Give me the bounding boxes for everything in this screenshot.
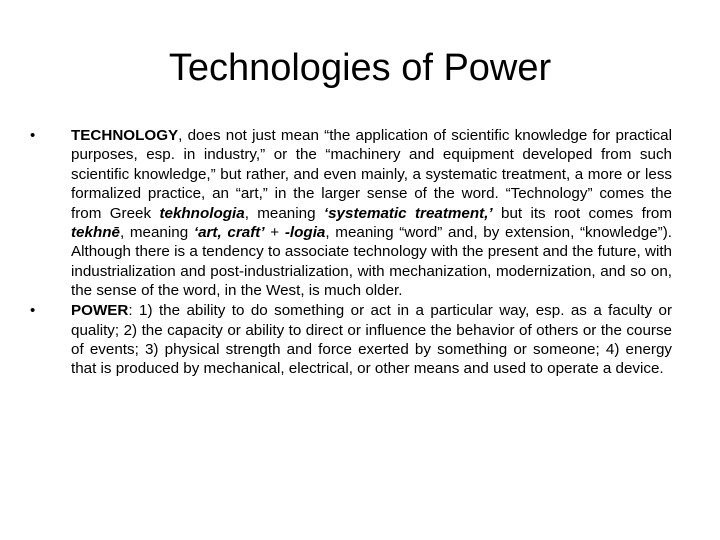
bullet-item-technology <box>30 126 672 301</box>
greek-term-tekhnologia: tekhnologia <box>159 204 245 222</box>
bullet-dot-icon: • <box>30 302 36 320</box>
definition-text: , meaning <box>244 204 324 222</box>
term-power: POWER <box>71 302 129 320</box>
bullet-item-power <box>30 301 672 379</box>
meaning-systematic-treatment: ‘systematic treatment,’ <box>323 204 493 222</box>
definition-text: , meaning “word” and, by extension, “knowledge”). Although there is a tendency to associate technology with the present and the future, with industrialization and post-industrialization, with mechanization, modernization, and so on, the sense of the word, in the West, is much older. <box>71 224 673 300</box>
definition-text: but its root comes from <box>492 204 672 222</box>
definition-text: : 1) the ability to do something or act in a particular way, esp. as a faculty or quality; 2) the capacity or ability to direct or influence the behavior of others or the course of events; 3) physical strength and force exerted by something or someone; 4) energy that is produced by mechanical, electrical, or other means and used to operate a device. <box>71 302 672 378</box>
meaning-art-craft: ‘art, craft’ <box>193 224 265 242</box>
bullet-dot-icon: • <box>30 127 36 144</box>
term-technology: TECHNOLOGY <box>71 127 179 144</box>
greek-root-tekhne: tekhnē <box>71 224 120 242</box>
slide-title: Technologies of Power <box>168 47 552 89</box>
suffix-logia: -logia <box>284 224 326 242</box>
bullet-list <box>30 126 672 379</box>
definition-text: + <box>264 224 285 242</box>
definition-text: , does not just mean “the application of scientific knowledge for practical purposes, esp. in industry,” or the “machinery and equipment developed from such scientific knowledge,” but rather, and even mainly, a systematic treatment, a more or less formalized practice, an “art,” in the larger sense of the word. “Technology” comes the from Greek <box>71 127 672 222</box>
definition-text: , meaning <box>119 224 194 242</box>
